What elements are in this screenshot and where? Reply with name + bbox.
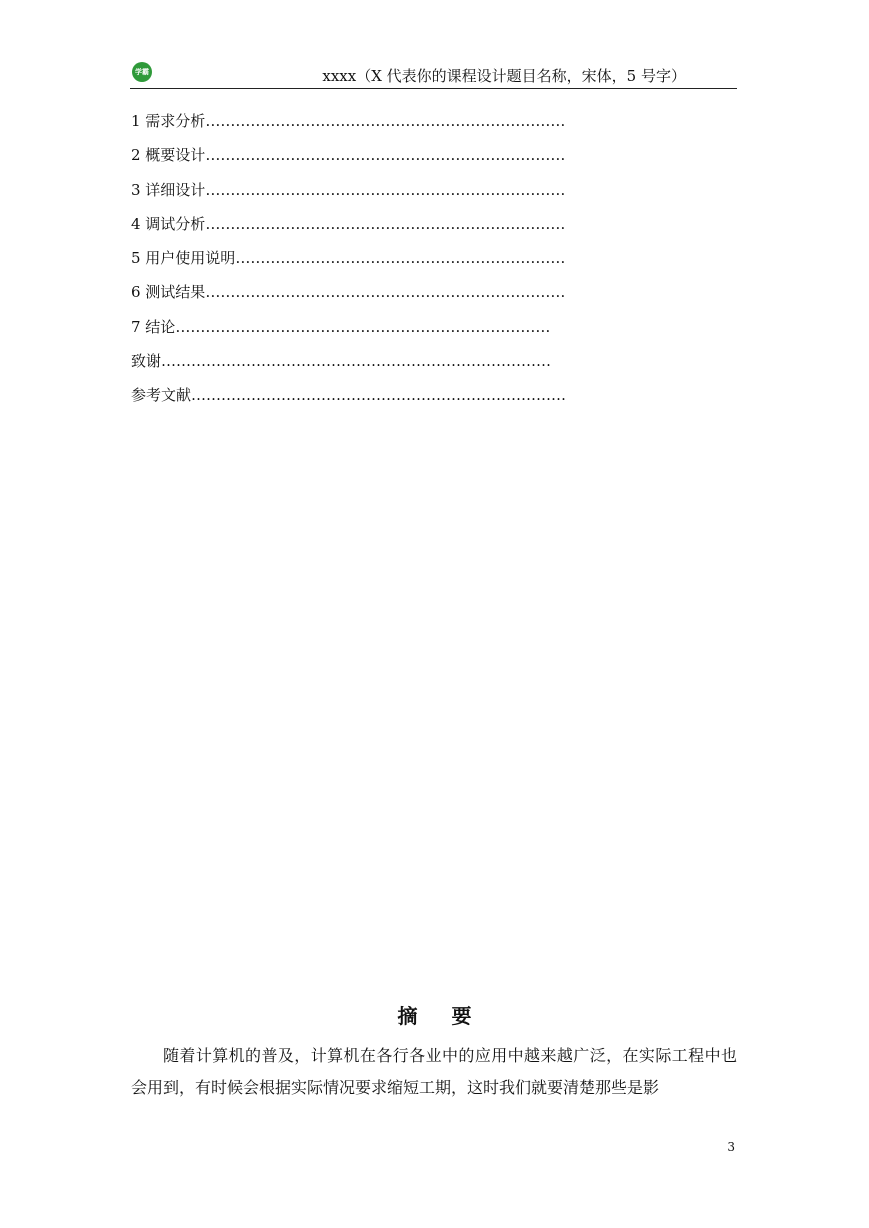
toc-item-label: 3 详细设计: [131, 180, 206, 199]
toc-item-conclusion[interactable]: [131, 314, 651, 348]
toc-item-debug-analysis[interactable]: [131, 211, 668, 245]
toc-leader-dots: ……………………………………………………………………: [161, 352, 552, 371]
toc-item-label: 1 需求分析: [131, 112, 206, 130]
toc-leader-dots: ………………………………………………………………: [205, 180, 566, 199]
toc-item-label: 7 结论: [131, 317, 176, 336]
toc-item-label: 5 用户使用说明: [131, 249, 236, 268]
toc-item-label: 4 调试分析: [131, 214, 206, 233]
table-of-contents: [131, 108, 691, 417]
toc-leader-dots: …………………………………………………………: [235, 249, 566, 268]
toc-item-detailed-design[interactable]: [131, 177, 668, 211]
toc-item-acknowledgements[interactable]: [131, 348, 673, 382]
toc-item-test-results[interactable]: [131, 279, 668, 313]
running-header: xxxx（X 代表你的课程设计题目名称，宋体，5 号字）: [322, 67, 686, 85]
header-divider: [130, 88, 737, 89]
toc-leader-dots: ………………………………………………………………: [205, 112, 566, 130]
toc-item-label: 2 概要设计: [131, 146, 206, 165]
logo-text: 学霸: [135, 68, 149, 76]
toc-leader-dots: ………………………………………………………………: [205, 214, 566, 233]
toc-item-outline-design[interactable]: [131, 142, 673, 176]
abstract-heading-part1: 摘: [397, 1004, 418, 1028]
toc-item-label: 参考文献: [131, 386, 192, 405]
toc-item-requirements[interactable]: [131, 108, 673, 142]
toc-item-references[interactable]: [131, 382, 673, 416]
toc-item-label: 6 测试结果: [131, 283, 206, 302]
abstract-heading-part2: 要: [451, 1004, 472, 1028]
page-number: 3: [727, 1140, 735, 1154]
toc-item-label: 致谢: [131, 352, 162, 371]
abstract-paragraph: 随着计算机的普及，计算机在各行各业中的应用中越来越广泛，在实际工程中也会用到，有时候会根据实际情况要求缩短工期，这时我们就要清楚那些是影: [131, 1046, 737, 1097]
toc-leader-dots: ………………………………………………………………: [205, 146, 566, 165]
logo-badge: [132, 62, 152, 82]
abstract-heading: [0, 1000, 869, 1029]
toc-item-user-guide[interactable]: [131, 245, 668, 279]
toc-leader-dots: ………………………………………………………………: [205, 283, 566, 302]
toc-leader-dots: …………………………………………………………………: [175, 317, 551, 336]
toc-leader-dots: …………………………………………………………………: [191, 386, 567, 405]
